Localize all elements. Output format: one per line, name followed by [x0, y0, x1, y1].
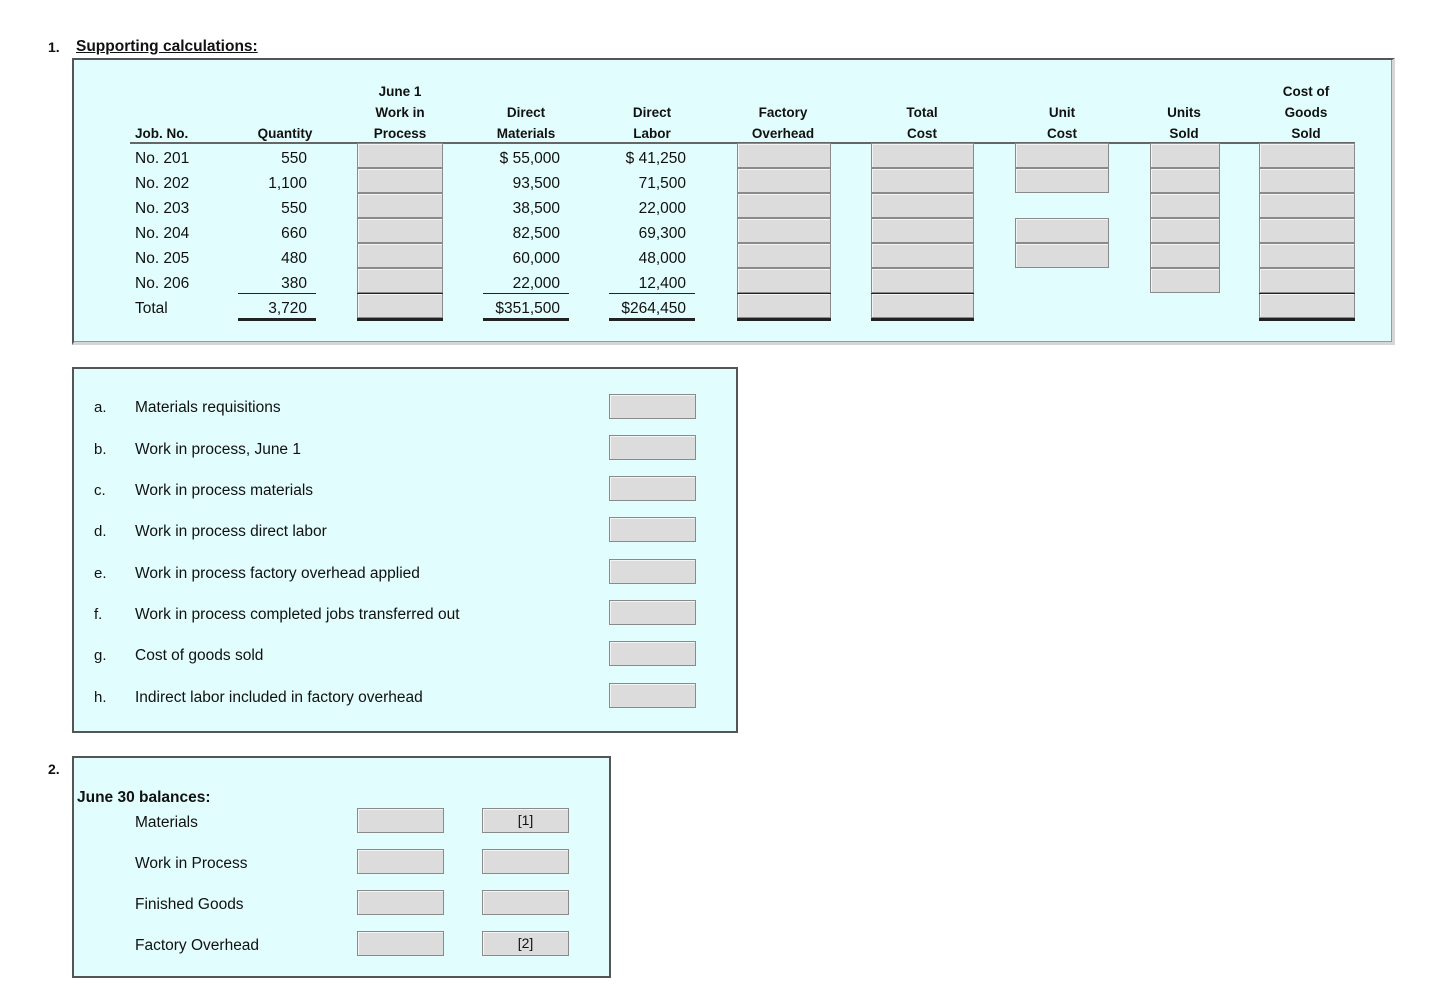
item-letter: g.: [94, 647, 107, 664]
header-total-cost: Total Cost: [906, 105, 938, 141]
units-sold-input[interactable]: [1150, 243, 1220, 268]
item-input[interactable]: [609, 600, 696, 625]
job-quantity: 1,100: [268, 175, 307, 192]
dl-total-rule: [609, 318, 695, 321]
header-units-sold: Units Sold: [1167, 105, 1201, 141]
balance-input[interactable]: [357, 849, 444, 874]
factory-overhead-input[interactable]: [737, 168, 831, 193]
section-1-number: 1.: [48, 39, 60, 55]
item-letter: a.: [94, 399, 107, 416]
item-letter: f.: [94, 606, 103, 623]
wip-input[interactable]: [357, 168, 443, 193]
section-1-title: Supporting calculations:: [76, 38, 258, 55]
job-direct-materials: 38,500: [512, 200, 560, 217]
job-number: No. 203: [135, 200, 190, 217]
job-direct-labor: 71,500: [638, 175, 686, 192]
foh-subtotal-rule: [737, 293, 831, 294]
cogs-input[interactable]: [1259, 143, 1355, 168]
header-job-no: Job. No.: [135, 126, 189, 141]
header-direct-materials: Direct Materials: [496, 105, 556, 141]
job-direct-labor: 22,000: [638, 200, 686, 217]
item-label: Cost of goods sold: [135, 647, 264, 664]
factory-overhead-input[interactable]: [737, 218, 831, 243]
unit-cost-input[interactable]: [1015, 143, 1109, 168]
cogs-input[interactable]: [1259, 193, 1355, 218]
total-cost-input[interactable]: [871, 143, 974, 168]
total-cost-input[interactable]: [871, 168, 974, 193]
total-cost-input[interactable]: [871, 268, 974, 293]
item-input[interactable]: [609, 476, 696, 501]
balance-input[interactable]: [357, 890, 444, 915]
job-direct-labor: 69,300: [638, 225, 686, 242]
balance-label: Materials: [135, 814, 198, 831]
job-quantity: 660: [281, 225, 307, 242]
item-letter: c.: [94, 482, 106, 499]
cogs-subtotal-rule: [1259, 293, 1355, 294]
job-number: No. 201: [135, 150, 190, 167]
item-label: Work in process materials: [135, 482, 314, 499]
wip-total-rule: [357, 318, 443, 321]
units-sold-input[interactable]: [1150, 143, 1220, 168]
quantity-subtotal-rule: [238, 293, 316, 294]
total-cost-input[interactable]: [871, 243, 974, 268]
wip-total-input[interactable]: [357, 293, 443, 318]
header-direct-labor: Direct Labor: [632, 105, 672, 141]
item-input[interactable]: [609, 683, 696, 708]
cogs-total-rule: [1259, 318, 1355, 321]
item-input[interactable]: [609, 641, 696, 666]
footnote-ref: [1]: [517, 812, 534, 828]
quantity-total-rule: [238, 318, 316, 321]
job-number: No. 204: [135, 225, 190, 242]
item-label: Indirect labor included in factory overhead: [135, 689, 423, 706]
balance-input[interactable]: [357, 808, 444, 833]
balance-dr-cr-input[interactable]: [482, 849, 569, 874]
item-letter: d.: [94, 523, 107, 540]
balance-label: Finished Goods: [135, 896, 244, 913]
job-quantity: 550: [281, 150, 307, 167]
job-direct-materials: 60,000: [512, 250, 560, 267]
item-input[interactable]: [609, 559, 696, 584]
job-number: No. 206: [135, 275, 190, 292]
job-number: No. 205: [135, 250, 190, 267]
dm-subtotal-rule: [483, 293, 569, 294]
factory-overhead-input[interactable]: [737, 268, 831, 293]
footnote-ref: [2]: [517, 935, 534, 951]
dm-total-rule: [483, 318, 569, 321]
factory-overhead-input[interactable]: [737, 143, 831, 168]
total-cost-total-rule: [871, 318, 974, 321]
job-direct-labor: 48,000: [638, 250, 686, 267]
total-label: Total: [135, 300, 168, 317]
item-label: Work in process, June 1: [135, 441, 301, 458]
dl-subtotal-rule: [609, 293, 695, 294]
item-input[interactable]: [609, 394, 696, 419]
job-quantity: 550: [281, 200, 307, 217]
wip-input[interactable]: [357, 143, 443, 168]
item-label: Work in process direct labor: [135, 523, 327, 540]
units-sold-input[interactable]: [1150, 168, 1220, 193]
item-letter: h.: [94, 689, 107, 706]
balance-dr-cr-input[interactable]: [482, 890, 569, 915]
job-direct-materials: $ 55,000: [499, 150, 560, 167]
total-cost-input[interactable]: [871, 218, 974, 243]
header-wip: June 1 Work in Process: [373, 84, 427, 141]
journal-items-panel: [72, 367, 738, 733]
item-input[interactable]: [609, 517, 696, 542]
header-quantity: Quantity: [257, 126, 313, 141]
job-direct-materials: 93,500: [512, 175, 560, 192]
job-direct-labor: 12,400: [638, 275, 686, 292]
factory-overhead-total-input[interactable]: [737, 293, 831, 318]
item-label: Work in process factory overhead applied: [135, 565, 420, 582]
job-number: No. 202: [135, 175, 190, 192]
balance-label: Factory Overhead: [135, 937, 260, 954]
item-label: Materials requisitions: [135, 399, 281, 416]
cogs-input[interactable]: [1259, 268, 1355, 293]
balance-input[interactable]: [357, 931, 444, 956]
job-direct-materials: 82,500: [512, 225, 560, 242]
header-unit-cost: Unit Cost: [1047, 105, 1077, 141]
item-letter: e.: [94, 565, 107, 582]
section-2-number: 2.: [48, 761, 60, 777]
total-cost-subtotal-rule: [871, 293, 974, 294]
june-30-balances-title: June 30 balances:: [77, 789, 211, 806]
wip-subtotal-rule: [357, 293, 443, 294]
total-cost-input[interactable]: [871, 193, 974, 218]
units-sold-input[interactable]: [1150, 218, 1220, 243]
total-cost-total-input[interactable]: [871, 293, 974, 318]
header-cogs: Cost of Goods Sold: [1282, 84, 1330, 141]
item-letter: b.: [94, 441, 107, 458]
factory-overhead-input[interactable]: [737, 243, 831, 268]
item-label: Work in process completed jobs transferred out: [135, 606, 460, 623]
item-input[interactable]: [609, 435, 696, 460]
balance-label: Work in Process: [135, 855, 248, 872]
unit-cost-input[interactable]: [1015, 243, 1109, 268]
units-sold-input[interactable]: [1150, 193, 1220, 218]
unit-cost-input[interactable]: [1015, 168, 1109, 193]
job-direct-labor: $ 41,250: [625, 150, 686, 167]
job-quantity: 380: [281, 275, 307, 292]
header-factory-overhead: Factory Overhead: [751, 105, 815, 141]
job-quantity: 480: [281, 250, 307, 267]
total-direct-materials: $351,500: [495, 300, 560, 317]
factory-overhead-input[interactable]: [737, 193, 831, 218]
cogs-input[interactable]: [1259, 218, 1355, 243]
wip-input[interactable]: [357, 218, 443, 243]
wip-input[interactable]: [357, 243, 443, 268]
total-direct-labor: $264,450: [621, 300, 686, 317]
cogs-total-input[interactable]: [1259, 293, 1355, 318]
wip-input[interactable]: [357, 193, 443, 218]
job-direct-materials: 22,000: [512, 275, 560, 292]
units-sold-input[interactable]: [1150, 268, 1220, 293]
cogs-input[interactable]: [1259, 243, 1355, 268]
wip-input[interactable]: [357, 268, 443, 293]
total-quantity: 3,720: [268, 300, 307, 317]
unit-cost-input[interactable]: [1015, 218, 1109, 243]
foh-total-rule: [737, 318, 831, 321]
cogs-input[interactable]: [1259, 168, 1355, 193]
